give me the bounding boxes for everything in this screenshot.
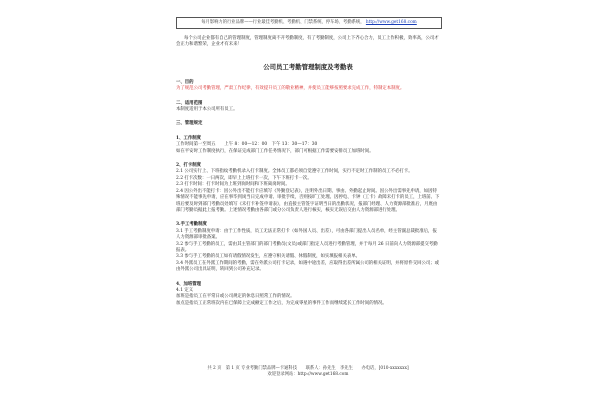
header-banner <box>176 17 442 29</box>
footer-website-line[interactable]: 欢迎登录网站：http://www.get168.com <box>267 372 349 377</box>
manual-attendance-rule-3: 3.3 参与手工考勤的员工如有请假情况发生，应遵守相关请假、休假制度，如实填报相关表单。 <box>176 254 361 260</box>
manual-attendance-rule-4: 3.4 外派员工在外派工作期间的考勤，需在外派公司打卡记录，如遇中途出差，应取得出差所属公司的相关证明，并将原件交回公司；或由外派公司出具证明，转回到公司补充记录。 <box>176 260 440 273</box>
footer-contact-line: 共 2 页 第 1 页 专业考勤门禁品牌—卡通科技 联系人：孙先生 李先生 办电话，[010-xxxxxxx] <box>207 366 409 371</box>
work-schedule-hours: 工作时间第一至周五 上午 8：00—12：00 下午 13：30—17：30 <box>176 142 318 148</box>
section-rules-title: 三、管理规定 <box>176 121 203 127</box>
work-schedule-title: 1、工作制度 <box>176 135 202 141</box>
overtime-definition-title: 4.1 定义 <box>176 287 194 293</box>
overtime-definition-1: 加班是指员工在平常日或公司规定的休息日照常工作的情况。 <box>176 294 295 300</box>
overtime-title: 4、加班管理 <box>176 281 202 287</box>
header-banner-link[interactable]: http://www.get168.com <box>365 20 417 25</box>
section-scope-text: 本制度适用于本公司所有员工。 <box>176 107 238 113</box>
manual-attendance-title: 3.手工考勤制度 <box>176 222 207 228</box>
manual-attendance-rule-1: 3.1 手工考勤制度申请：由于工作性质，员工无法正常打卡（如外国人员、出差），可由各部门提出人员名单，经主管副总裁批准后，报人力资源部审批备案。 <box>176 228 437 241</box>
clock-in-title: 2、打卡制度 <box>176 163 202 169</box>
section-scope-title: 二、适用范围 <box>176 100 203 106</box>
section-purpose-text: 为了规范公司考勤管理，严肃工作纪律，有效提升员工的敬业精神，并使员工能够按照要求完成工作，特制定本制度。 <box>176 86 405 92</box>
document-body <box>176 36 440 307</box>
overtime-definition-2: 加点是指员工正常班次内在已保障上完成额定工作之后，为完成零星的事件工作而继续延长工作时间的情况。 <box>176 300 387 306</box>
document-title: 公司员工考勤管理制度及考勤表 <box>263 62 353 71</box>
clock-in-rule-1: 2.1 公司实行上、下班指纹考勤机录入打卡制度。全体员工都必须自觉遵守工作时间，实行不定时工作制的员工不必打卡。 <box>176 169 413 175</box>
clock-in-rule-4: 2.4 因公外出不能打卡：因公外出不能打卡应填写《外勤登记表》，注明外出日期、事由、外勤起止时间。因公外出需事先申请，如因特殊情况不能事先申请，应在事毕到岗当日完成申请、审批手续，否则按旷工处理。因停电、卡钟（工卡）故障未打卡的员工，上班前、下班后要及时到部门考勤员处填写《未打卡补签申请表》，由直接主管签字证明当日的出勤状况，报部门经理、人力资源部批准后，月底由部门考勤员据此上报考勤。上述情况考勤由各部门或分公司负责人进行核实，核实无误后交由人力资源部进行处理。 <box>176 188 440 213</box>
clock-in-rule-2: 2.2 打卡次数：一日两次，即早上上班打卡一次，下午下班打卡一次。 <box>176 175 312 181</box>
work-schedule-note: 如在平安时工作制度执行，在保证完成部门工作任务情况下，部门可根据工作需要安排员工加班时间。 <box>176 148 374 154</box>
section-purpose-title: 一、目的 <box>176 79 194 85</box>
clock-in-rule-3: 2.3 打卡时间：打卡时间为上班到岗时间和下班离岗时间。 <box>176 182 290 188</box>
header-banner-text: 每月影响力的行业品牌——行业最佳考勤机、考勤机、门禁系统、停车场、考勤系统， <box>201 20 365 25</box>
intro-paragraph: 每个公司企业都有自己的管理制度，管理制度离不开考勤制度，有了考勤制度，公司上下齐心合力，员工上作积极，效率高，公司才会正力和谐繁荣，企业才有未来！ <box>176 36 439 48</box>
page-footer <box>176 366 440 378</box>
manual-attendance-rule-2: 3.2 参与手工考勤的员工，需由其主管部门的部门考勤员(文员)或部门指定人员进行考勤管理，并于每月 26 日前向人力资源部提交考勤报表。 <box>176 241 438 253</box>
